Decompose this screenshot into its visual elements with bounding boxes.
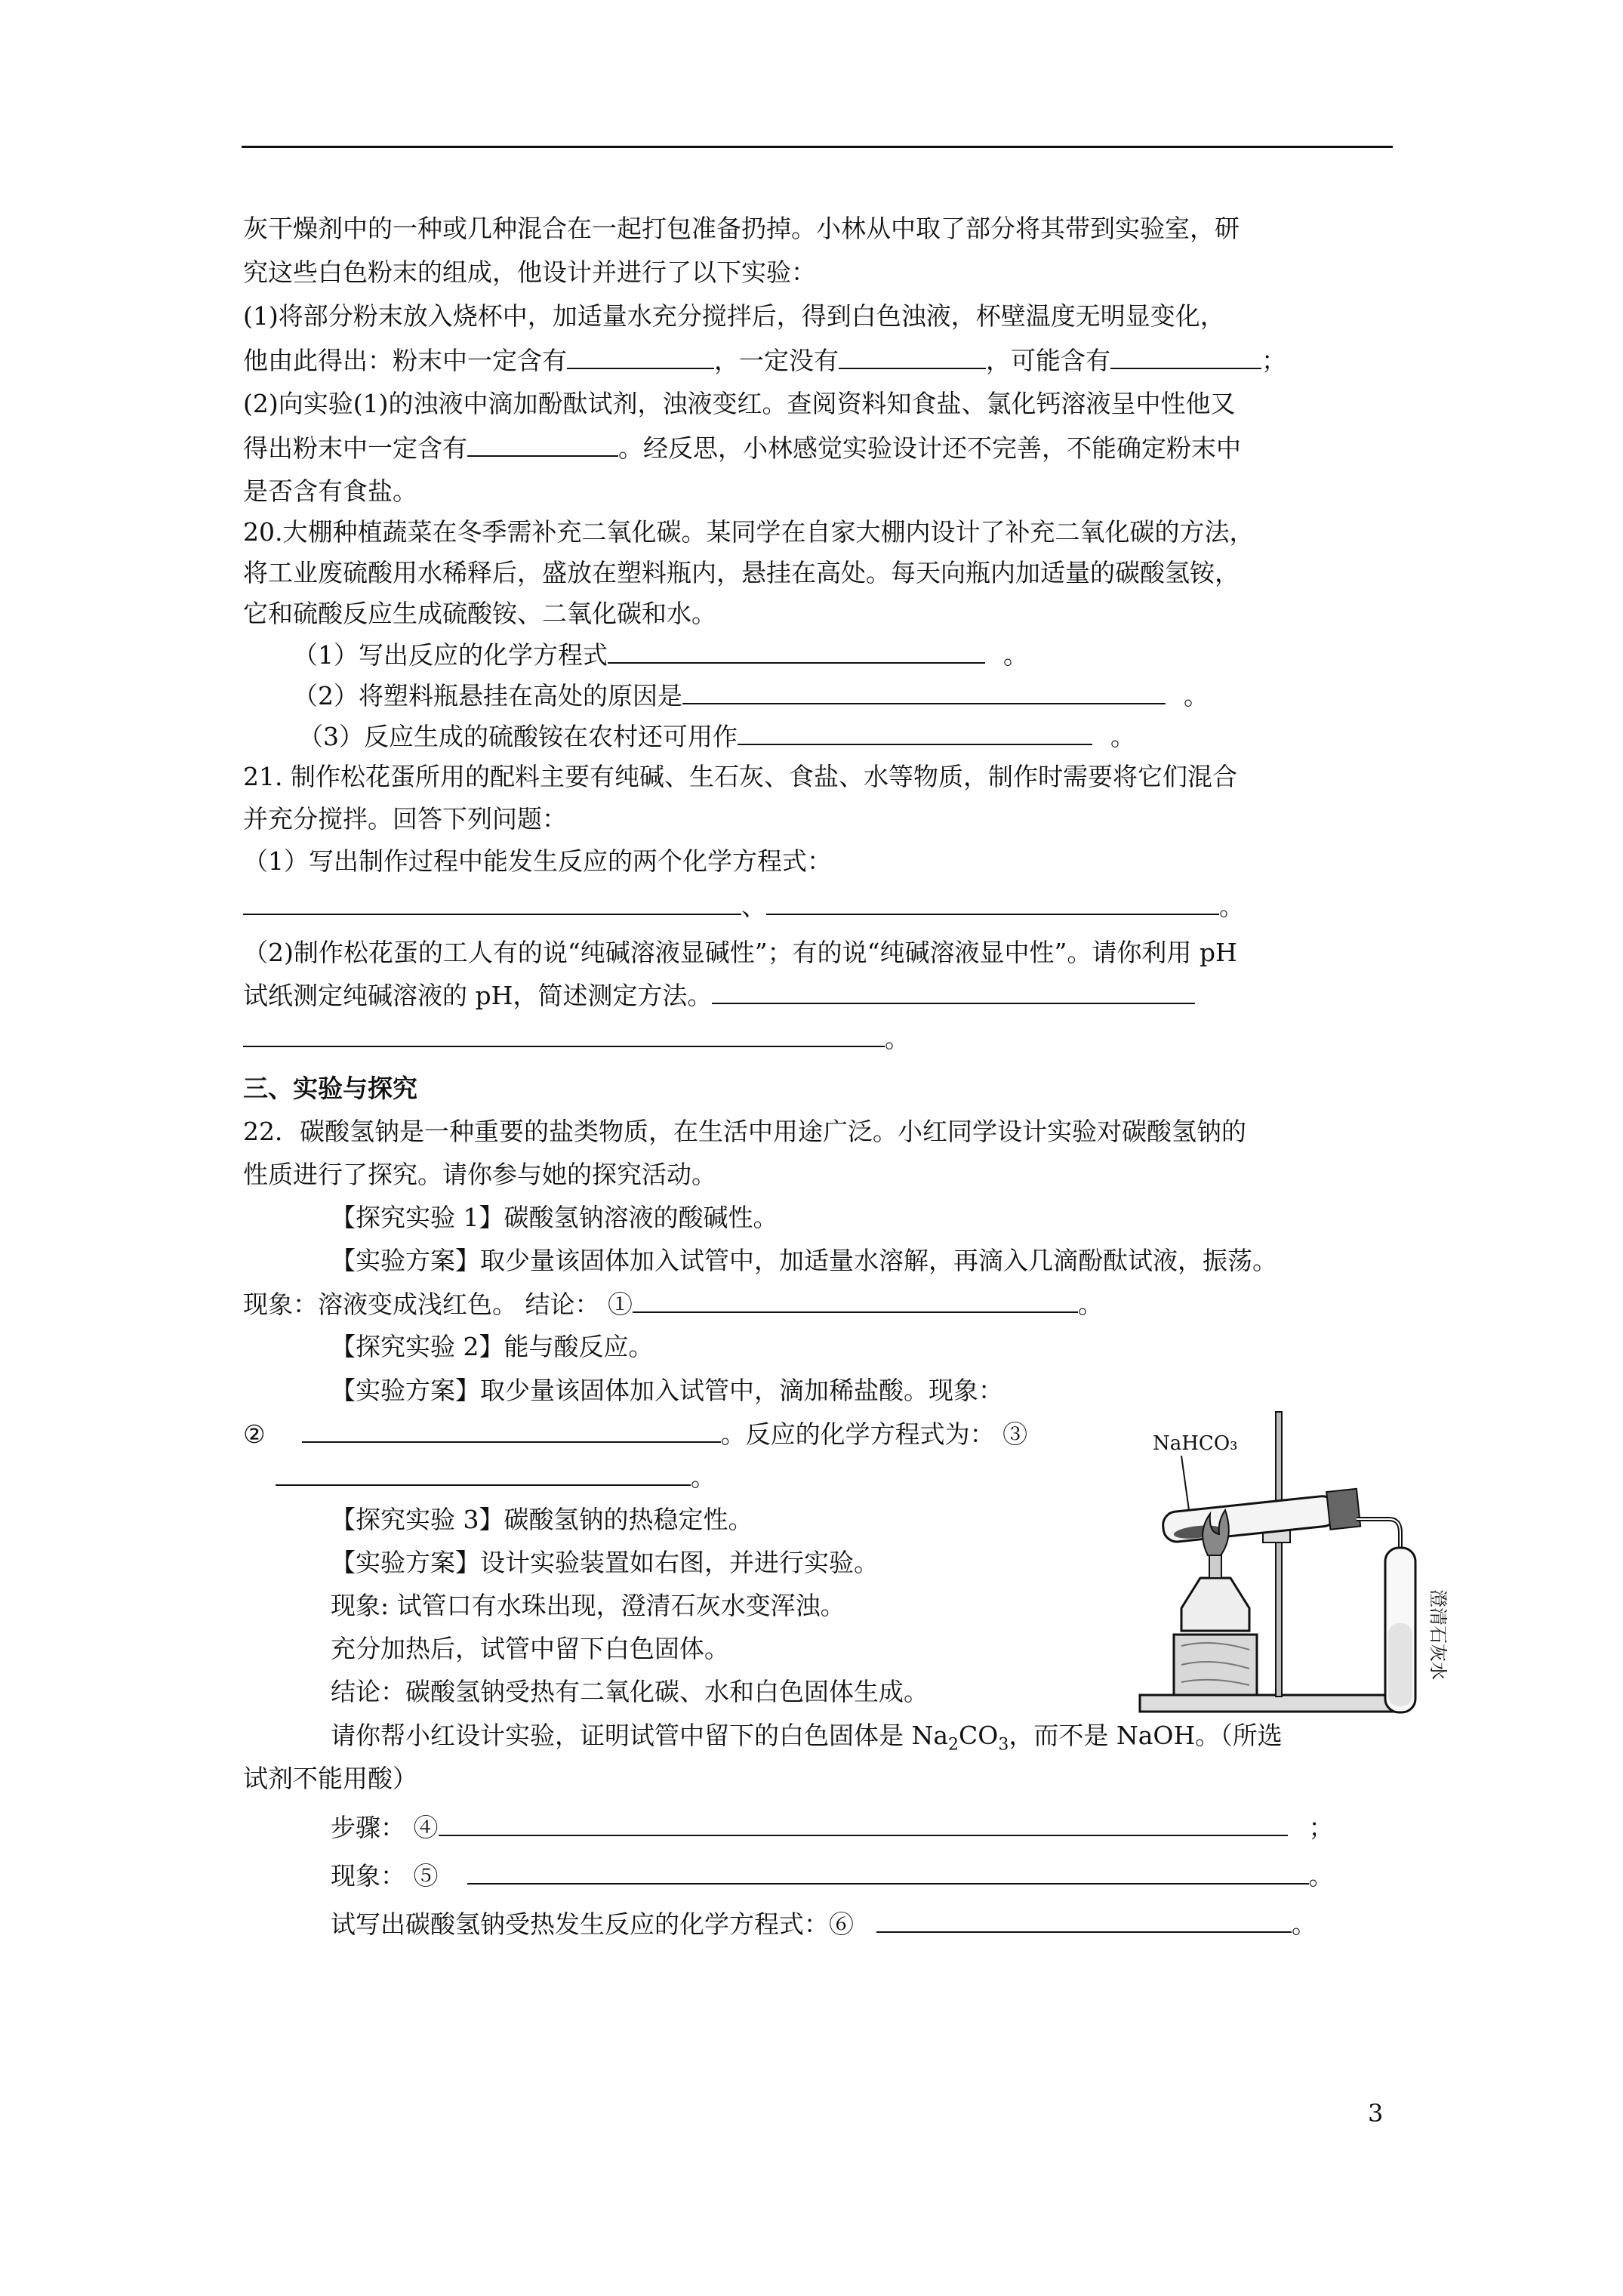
q20-sub3 [298, 720, 1135, 754]
q22-step-line [331, 1811, 1334, 1845]
q22-eq-line [331, 1907, 1317, 1941]
test-tube [1161, 1489, 1360, 1547]
q22-exp3-obs1: 现象: 试管口有水珠出现，澄清石灰水变浑浊。 [331, 1591, 845, 1620]
q21-equations-line [243, 889, 1244, 923]
q20-line1: 20.大棚种植蔬菜在冬季需补充二氧化碳。某同学在自家大棚内设计了补充二氧化碳的方法， [243, 517, 1255, 547]
q22-design-a: 请你帮小红设计实验，证明试管中留下的白色固体是 Na [331, 1721, 949, 1750]
q19-line4 [243, 344, 1286, 378]
q22-exp1-title: 【探究实验 1】碳酸氢钠溶液的酸碱性。 [331, 1203, 778, 1232]
q22-blank-5[interactable] [467, 1859, 1309, 1885]
q20-sub2-label: （2）将塑料瓶悬挂在高处的原因是 [293, 681, 682, 710]
q22-exp1-plan: 【实验方案】取少量该固体加入试管中，加适量水溶解，再滴入几滴酚酞试液，振荡。 [331, 1246, 1277, 1275]
q22-exp2-eq-line [276, 1460, 716, 1494]
q22-exp2-end: 。 [691, 1462, 716, 1492]
q22-line1: 22．碳酸氢钠是一种重要的盐类物质，在生活中用途广泛。小红同学设计实验对碳酸氢钠的 [243, 1117, 1246, 1146]
q19-line6 [243, 431, 1241, 465]
q20-blank-use[interactable] [738, 720, 1092, 745]
q20-line3: 它和硫酸反应生成硫酸铵、二氧化碳和水。 [243, 599, 716, 628]
q22-exp1-result [243, 1287, 1103, 1321]
q22-step-label: 步骤： ④ [331, 1813, 439, 1842]
q22-exp2-q2: ② [243, 1419, 266, 1449]
q22-obs-end: 。 [1308, 1861, 1334, 1891]
section-3-title: 三、实验与探究 [243, 1074, 417, 1103]
q22-line2: 性质进行了探究。请你参与她的探究活动。 [243, 1160, 716, 1189]
q22-design-b: CO [959, 1721, 999, 1750]
q22-blank-2[interactable] [302, 1417, 721, 1443]
q22-eq-label: 试写出碳酸氢钠受热发生反应的化学方程式：⑥ [331, 1909, 854, 1939]
q19-line6b: 。经反思，小林感觉实验设计还不完善，不能确定粉末中 [618, 433, 1241, 463]
q22-exp2-eq: 。反应的化学方程式为： ③ [720, 1419, 1028, 1449]
q19-line4c: ，可能含有 [986, 346, 1110, 375]
q21-end1: 。 [1219, 892, 1244, 921]
stand-rod [1276, 1412, 1282, 1697]
q20-sub1 [293, 638, 1028, 672]
q22-exp2-title: 【探究实验 2】能与酸反应。 [331, 1332, 654, 1361]
label-nahco3: NaHCO₃ [1153, 1432, 1238, 1455]
q19-blank-may-contain[interactable] [1110, 344, 1261, 369]
q22-obs-label: 现象： ⑤ [331, 1861, 439, 1891]
q20-sub3-end: 。 [1110, 722, 1135, 751]
q22-design-line1 [331, 1719, 1283, 1762]
q21-end2: 。 [885, 1024, 910, 1053]
q19-blank-definitely-has[interactable] [567, 344, 714, 369]
label-limewater: 澄清石灰水 [1427, 1589, 1449, 1680]
q22-blank-6[interactable] [876, 1907, 1292, 1933]
q22-blank-1[interactable] [633, 1287, 1078, 1313]
q22-exp1-result-text: 现象：溶液变成浅红色。 结论： ① [243, 1290, 633, 1319]
q22-step-end: ； [1308, 1813, 1334, 1842]
q20-sub2-end: 。 [1184, 681, 1209, 710]
q19-line2: 究这些白色粉末的组成，他设计并进行了以下实验： [243, 257, 816, 287]
q22-blank-4[interactable] [439, 1811, 1288, 1836]
q21-sub1: （1）写出制作过程中能发生反应的两个化学方程式： [243, 846, 832, 876]
q21-blank-method2[interactable] [243, 1022, 885, 1047]
heating-apparatus-diagram [1136, 1404, 1487, 1721]
stand-base [1140, 1695, 1400, 1712]
q21-line2: 并充分搅拌。回答下列问题： [243, 804, 567, 834]
page-number: 3 [1368, 2099, 1384, 2128]
q22-exp1-end: 。 [1077, 1290, 1103, 1319]
q19-blank-phenol[interactable] [467, 431, 618, 457]
alcohol-burner [1181, 1578, 1249, 1631]
q19-line1: 灰干燥剂中的一种或几种混合在一起打包准备扔掉。小林从中取了部分将其带到实验室，研 [243, 214, 1240, 243]
q21-blank-method1[interactable] [712, 978, 1195, 1004]
q19-blank-definitely-not[interactable] [839, 344, 986, 369]
q22-exp3-title: 【探究实验 3】碳酸氢钠的热稳定性。 [331, 1505, 753, 1534]
q22-exp2-line [243, 1417, 1027, 1451]
q19-line4d: ； [1261, 346, 1286, 375]
q19-line7: 是否含有食盐。 [243, 476, 417, 506]
stopper [1326, 1489, 1360, 1530]
q21-line1: 21. 制作松花蛋所用的配料主要有纯碱、生石灰、食盐、水等物质，制作时需要将它们混合 [243, 762, 1237, 791]
q19-line4a: 他由此得出：粉末中一定含有 [243, 346, 567, 375]
wick [1209, 1555, 1221, 1578]
q22-exp3-conclusion: 结论：碳酸氢钠受热有二氧化碳、水和白色固体生成。 [331, 1677, 929, 1706]
q22-exp3-plan: 【实验方案】设计实验装置如右图，并进行实验。 [331, 1548, 879, 1577]
q22-design-sub1: 2 [948, 1735, 959, 1755]
q19-line5: (2)向实验(1)的浊液中滴加酚酞试剂，浊液变红。查阅资料知食盐、氯化钙溶液呈中性他又 [243, 389, 1236, 418]
q22-exp3-obs2: 充分加热后，试管中留下白色固体。 [331, 1634, 729, 1663]
q20-sub1-end: 。 [1003, 640, 1028, 670]
limewater [1388, 1623, 1412, 1706]
q21-blank-equation1[interactable] [243, 889, 741, 915]
q21-sep: 、 [741, 892, 766, 921]
q21-sub2-line1: （2)制作松花蛋的工人有的说“纯碱溶液显碱性”；有的说“纯碱溶液显中性”。请你利用 pH [243, 938, 1237, 967]
q22-eq-end: 。 [1292, 1909, 1317, 1939]
q22-obs-line [331, 1859, 1334, 1893]
q22-blank-3[interactable] [276, 1460, 691, 1486]
q20-blank-reason[interactable] [682, 679, 1166, 704]
q21-sub2-line2-text: 试纸测定纯碱溶液的 pH，简述测定方法。 [243, 981, 713, 1010]
q19-line3: (1)将部分粉末放入烧杯中，加适量水充分搅拌后，得到白色浊液，杯壁温度无明显变化， [243, 301, 1225, 331]
q22-design-line2: 试剂不能用酸） [243, 1764, 417, 1793]
q22-design-sub2: 3 [998, 1735, 1009, 1755]
apparatus-figure [1136, 1404, 1487, 1721]
q22-exp2-plan: 【实验方案】取少量该固体加入试管中，滴加稀盐酸。现象： [331, 1376, 1003, 1405]
q21-sub2-line2 [243, 978, 1195, 1012]
q21-method-line2 [243, 1022, 910, 1056]
q20-line2: 将工业废硫酸用水稀释后，盛放在塑料瓶内，悬挂在高处。每天向瓶内加适量的碳酸氢铵， [243, 558, 1240, 587]
q20-sub1-label: （1）写出反应的化学方程式 [293, 640, 608, 670]
q19-line4b: ，一定没有 [714, 346, 839, 375]
q20-sub3-label: （3）反应生成的硫酸铵在农村还可用作 [298, 722, 738, 751]
q22-design-c: ，而不是 NaOH。（所选 [1009, 1721, 1283, 1750]
q20-blank-equation[interactable] [608, 638, 985, 664]
q19-line6a: 得出粉末中一定含有 [243, 433, 467, 463]
q21-blank-equation2[interactable] [766, 889, 1219, 915]
q20-sub2 [293, 679, 1209, 713]
header-rule [242, 146, 1393, 148]
